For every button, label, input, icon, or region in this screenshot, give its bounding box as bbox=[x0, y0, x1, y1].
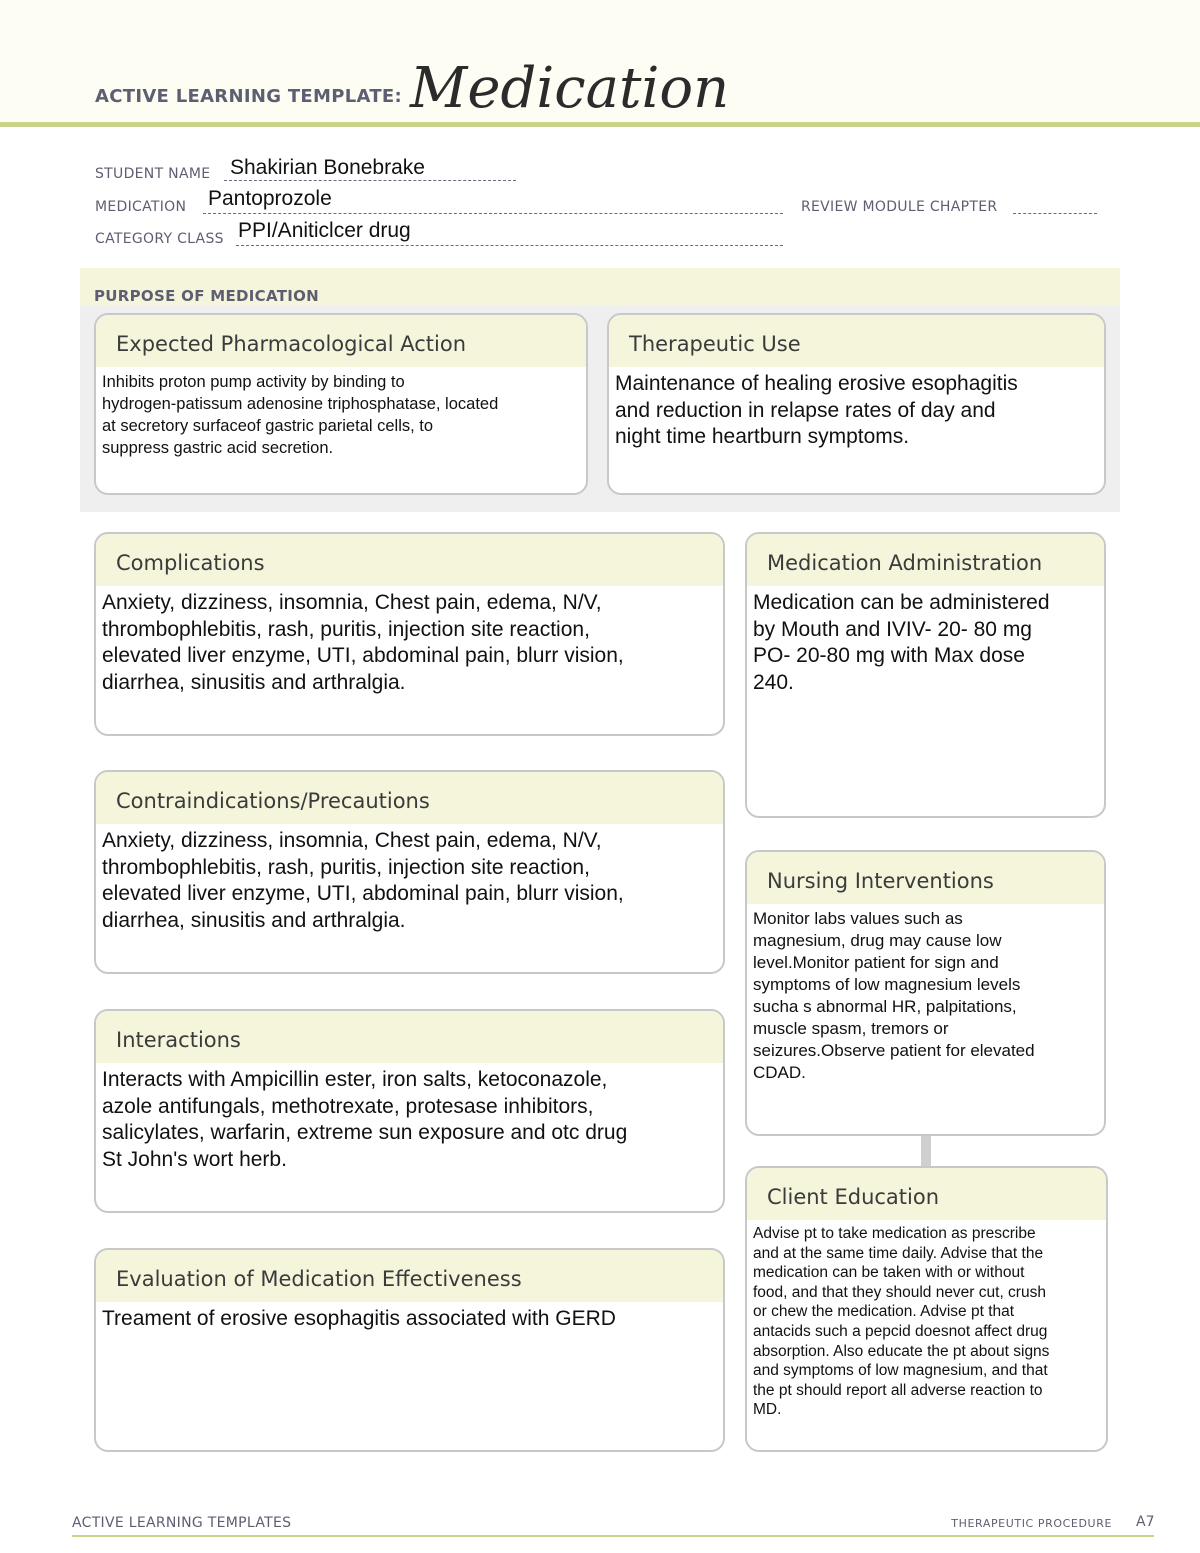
complications-text[interactable]: Anxiety, dizziness, insomnia, Chest pain, edema, N/V, thrombophlebitis, rash, puritis, injection site reaction, elevated liver enzyme, UTI, abdominal pain, blurr vision, diarrhea, sinusitis and arthralgia. bbox=[102, 591, 624, 694]
complications-box bbox=[94, 532, 725, 736]
therapeutic-use-heading: Therapeutic Use bbox=[609, 315, 1104, 367]
evaluation-text[interactable]: Treament of erosive esophagitis associated with GERD bbox=[102, 1307, 616, 1330]
category-class-underline bbox=[236, 245, 783, 246]
template-label: ACTIVE LEARNING TEMPLATE: bbox=[95, 86, 402, 107]
medication-field[interactable]: Pantoprozole bbox=[208, 187, 332, 210]
header-rule bbox=[0, 122, 1200, 127]
student-name-underline bbox=[224, 180, 516, 181]
expected-action-box bbox=[94, 313, 588, 495]
footer-left: ACTIVE LEARNING TEMPLATES bbox=[72, 1515, 292, 1531]
student-name-field[interactable]: Shakirian Bonebrake bbox=[230, 156, 425, 179]
purpose-title: PURPOSE OF MEDICATION bbox=[94, 287, 320, 305]
category-class-label: CATEGORY CLASS bbox=[95, 231, 224, 247]
expected-action-text[interactable]: Inhibits proton pump activity by binding to hydrogen-patissum adenosine triphosphatase, located at secretory surfaceof gastric parietal cells, to suppress gastric acid secretion. bbox=[102, 373, 499, 457]
nursing-interventions-text[interactable]: Monitor labs values such as magnesium, drug may cause low level.Monitor patient for sign and symptoms of low magnesium levels sucha s abnormal HR, palpitations, muscle spasm, tremors or seizures.Observe patient for elevated CDAD. bbox=[753, 909, 1035, 1082]
interactions-heading: Interactions bbox=[96, 1011, 723, 1063]
box-connector bbox=[921, 1136, 931, 1166]
page-number: A7 bbox=[1136, 1514, 1155, 1530]
interactions-box bbox=[94, 1009, 725, 1213]
footer-right: THERAPEUTIC PROCEDURE bbox=[951, 1517, 1112, 1530]
footer-rule bbox=[72, 1535, 1154, 1537]
expected-action-heading: Expected Pharmacological Action bbox=[96, 315, 586, 367]
medication-administration-text[interactable]: Medication can be administered by Mouth and IVIV- 20- 80 mg PO- 20-80 mg with Max dose 240. bbox=[753, 591, 1050, 694]
medication-underline bbox=[203, 213, 783, 214]
client-education-heading: Client Education bbox=[747, 1168, 1106, 1220]
medication-administration-heading: Medication Administration bbox=[747, 534, 1104, 586]
therapeutic-use-text[interactable]: Maintenance of healing erosive esophagitis and reduction in relapse rates of day and night time heartburn symptoms. bbox=[615, 372, 1018, 448]
medication-administration-box bbox=[745, 532, 1106, 818]
complications-heading: Complications bbox=[96, 534, 723, 586]
medication-label: MEDICATION bbox=[95, 199, 187, 215]
evaluation-heading: Evaluation of Medication Effectiveness bbox=[96, 1250, 723, 1302]
interactions-text[interactable]: Interacts with Ampicillin ester, iron salts, ketoconazole, azole antifungals, methotrexate, protesase inhibitors, salicylates, warfarin, extreme sun exposure and otc drug St John's wort herb. bbox=[102, 1068, 628, 1171]
nursing-interventions-box bbox=[745, 850, 1106, 1136]
contraindications-heading: Contraindications/Precautions bbox=[96, 772, 723, 824]
category-class-field[interactable]: PPI/Aniticlcer drug bbox=[238, 219, 411, 242]
review-module-field[interactable] bbox=[1013, 213, 1097, 214]
evaluation-box bbox=[94, 1248, 725, 1452]
client-education-text[interactable]: Advise pt to take medication as prescribe and at the same time daily. Advise that the medication can be taken with or without food, and that they should never cut, crush or chew the medication. Advise pt that antacids such a pepcid doesnot affect drug absorption. Also educate the pt about signs and symptoms of low magnesium, and that the pt should report all adverse reaction to MD. bbox=[753, 1225, 1050, 1419]
client-education-box bbox=[745, 1166, 1108, 1452]
therapeutic-use-box bbox=[607, 313, 1106, 495]
page-title: Medication bbox=[410, 56, 730, 121]
nursing-interventions-heading: Nursing Interventions bbox=[747, 852, 1104, 904]
contraindications-text[interactable]: Anxiety, dizziness, insomnia, Chest pain, edema, N/V, thrombophlebitis, rash, puritis, injection site reaction, elevated liver enzyme, UTI, abdominal pain, blurr vision, diarrhea, sinusitis and arthralgia. bbox=[102, 829, 624, 932]
contraindications-box bbox=[94, 770, 725, 974]
student-name-label: STUDENT NAME bbox=[95, 166, 211, 182]
review-module-label: REVIEW MODULE CHAPTER bbox=[801, 199, 998, 215]
